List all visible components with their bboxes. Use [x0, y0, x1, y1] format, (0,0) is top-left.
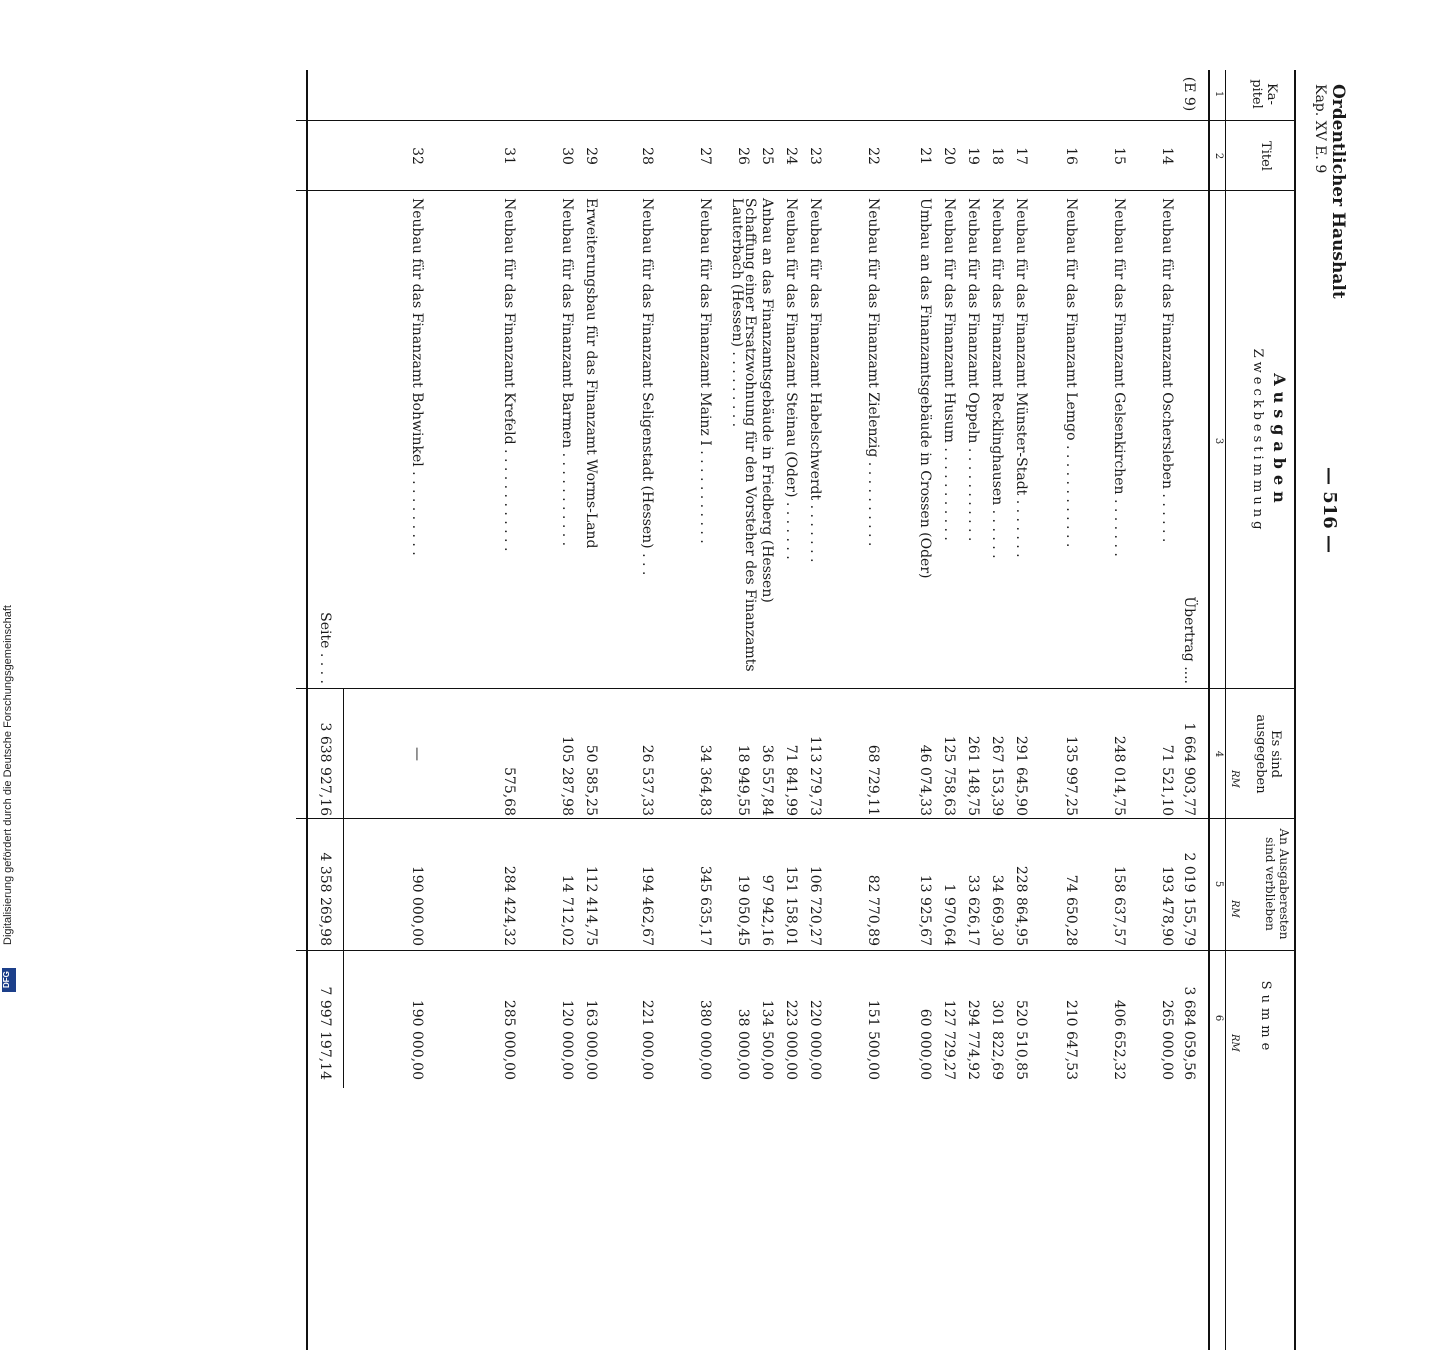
summe-cell: 265 000,00 [1159, 999, 1175, 1080]
description-cell: Neubau für das Finanzamt Bohwinkel . . . . . . . . . . [409, 198, 425, 556]
column-number: 1 [1213, 90, 1224, 98]
table-row [692, 70, 718, 1350]
header-kapitel: Ka-pitel [1249, 79, 1279, 109]
ausgabereste-cell: 14 712,02 [559, 874, 575, 946]
ausgabereste-cell: 193 478,90 [1159, 865, 1175, 946]
table-bottom-rule [306, 70, 308, 1350]
table-row [802, 70, 828, 1350]
table-row [496, 70, 522, 1350]
header-ausgaben: Ausgaben [1270, 373, 1289, 509]
description-cell: Anbau an das Finanzamtsgebäude in Friedberg (Hessen) [759, 198, 775, 603]
ausgegeben-cell: 46 074,33 [917, 744, 933, 816]
titel-cell: 19 [965, 147, 981, 165]
ausgabereste-cell: 228 864,95 [1013, 865, 1029, 946]
summe-cell: 134 500,00 [759, 999, 775, 1080]
document-subtitle: Kap. XV E. 9 [1312, 84, 1328, 174]
summe-cell: 520 510,85 [1013, 999, 1029, 1080]
titel-cell: 20 [941, 147, 957, 165]
summe-cell: 127 729,27 [941, 999, 957, 1080]
ausgegeben-cell: 291 645,90 [1013, 735, 1029, 816]
description-cell: Neubau für das Finanzamt Husum . . . . . . . . . . . [941, 198, 957, 541]
column-number: 3 [1213, 437, 1224, 445]
ausgegeben-cell: 261 148,75 [965, 735, 981, 816]
ausgabereste-cell: 13 925,67 [917, 874, 933, 946]
ausgabereste-cell: 19 050,45 [735, 874, 751, 946]
description-cell: Neubau für das Finanzamt Lemgo . . . . . . . . . . . . [1063, 198, 1079, 548]
description-cell: Neubau für das Finanzamt Seligenstadt (Hessen) . . . [639, 198, 655, 576]
summe-cell: 221 000,00 [639, 999, 655, 1080]
ausgegeben-cell: 248 014,75 [1111, 735, 1127, 816]
ausgabereste-cell: 106 720,27 [807, 865, 823, 946]
ausgabereste-cell: 33 626,17 [965, 874, 981, 946]
table-row [912, 70, 938, 1350]
ausgegeben-cell: 36 557,84 [759, 744, 775, 816]
column-number: 4 [1213, 750, 1224, 758]
table-row [936, 70, 962, 1350]
table-row [578, 70, 604, 1350]
column-number: 6 [1213, 1014, 1224, 1022]
description-cell: Neubau für das Finanzamt Habelschwerdt . . . . . . . [807, 198, 823, 563]
ausgabereste-cell: 1 970,64 [941, 883, 957, 946]
document-title: Ordentlicher Haushalt [1328, 84, 1348, 299]
ausgabereste-cell: 158 637,57 [1111, 865, 1127, 946]
table-row-total [312, 70, 338, 1350]
titel-cell: 14 [1159, 147, 1175, 165]
summe-cell: 151 500,00 [865, 999, 881, 1080]
description-cell: Neubau für das Finanzamt Barmen . . . . . . . . . . . [559, 198, 575, 547]
titel-cell: 26 [735, 147, 751, 165]
ausgegeben-cell: 267 153,39 [989, 735, 1005, 816]
ausgabereste-cell: 112 414,75 [583, 865, 599, 946]
titel-cell: 17 [1013, 147, 1029, 165]
description-cell: Neubau für das Finanzamt Recklinghausen . . . . . . [989, 198, 1005, 559]
ausgegeben-cell: 50 585,25 [583, 744, 599, 816]
description-cell: Erweiterungsbau für das Finanzamt Worms-Land [583, 198, 599, 549]
ausgabereste-cell: 2 019 155,79 [1181, 852, 1197, 946]
ausgegeben-cell: 575,68 [501, 767, 517, 816]
ausgabereste-cell: 4 358 269,98 [317, 852, 333, 946]
description-cell: Umbau an das Finanzamtsgebäude in Crossen (Oder) [917, 198, 933, 579]
summe-cell: 285 000,00 [501, 999, 517, 1080]
ausgabereste-cell: 97 942,16 [759, 874, 775, 946]
table-row [1008, 70, 1034, 1350]
summe-cell: 223 000,00 [783, 999, 799, 1080]
ausgegeben-cell: 125 758,63 [941, 735, 957, 816]
titel-cell: 31 [501, 147, 517, 165]
header-ausgegeben: Es sind ausgegeben [1253, 714, 1283, 794]
description-cell: Neubau für das Finanzamt Zielenzig . . . . . . . . . . [865, 198, 881, 547]
column-number: 5 [1213, 880, 1224, 888]
kapitel-cell: (E 9) [1181, 76, 1197, 112]
header-zweckbestimmung: Zweckbestimmung [1250, 348, 1265, 534]
titel-cell: 29 [583, 147, 599, 165]
header-summe: Summe [1258, 980, 1273, 1056]
description-cell: Neubau für das Finanzamt Oschersleben . . . . . . [1159, 198, 1175, 543]
summe-cell: 38 000,00 [735, 1008, 751, 1080]
titel-cell: 22 [865, 147, 881, 165]
description-cell: Schaffung einer Ersatzwohnung für den Vorsteher des Finanzamts Lauterbach (Hessen) . . . . . . . . . [729, 198, 758, 672]
ausgegeben-cell: 71 841,99 [783, 744, 799, 816]
ausgabereste-cell: 190 000,00 [409, 865, 425, 946]
ausgegeben-cell: 113 279,73 [807, 735, 823, 816]
summe-cell: 380 000,00 [697, 999, 713, 1080]
titel-cell: 16 [1063, 147, 1079, 165]
header-mid-rule [1225, 70, 1226, 1350]
description-cell: Neubau für das Finanzamt Krefeld . . . . . . . . . . . . [501, 198, 517, 552]
table-row [554, 70, 580, 1350]
table-row [404, 70, 430, 1350]
summe-cell: 60 000,00 [917, 1008, 933, 1080]
summe-cell: 301 822,69 [989, 999, 1005, 1080]
header-bottom-rule [1208, 70, 1210, 1350]
header-ausgabereste: An Ausgaberesten sind verblieben [1263, 828, 1291, 940]
ausgabereste-cell: 151 158,01 [783, 865, 799, 946]
digitization-note: Digitalisierung gefördert durch die Deutsche Forschungsgemeinschaft [2, 605, 14, 945]
ausgabereste-cell: 345 635,17 [697, 865, 713, 946]
titel-cell: 28 [639, 147, 655, 165]
summe-cell: 120 000,00 [559, 999, 575, 1080]
table-row [778, 70, 804, 1350]
description-cell: Neubau für das Finanzamt Steinau (Oder) . . . . . . . [783, 198, 799, 560]
description-cell: Neubau für das Finanzamt Mainz I . . . . . . . . . . . [697, 198, 713, 544]
column-number: 2 [1213, 152, 1224, 160]
table-row [1154, 70, 1180, 1350]
total-rule [343, 688, 344, 1088]
description-cell: Neubau für das Finanzamt Gelsenkirchen . . . . . . . [1111, 198, 1127, 557]
ausgegeben-cell: 68 729,11 [865, 744, 881, 816]
unit-label-col5: RM [1229, 900, 1240, 918]
ausgegeben-cell: 3 638 927,16 [317, 722, 333, 816]
summe-cell: 406 652,32 [1111, 999, 1127, 1080]
ausgegeben-cell: 34 364,83 [697, 744, 713, 816]
ausgegeben-cell: 135 997,25 [1063, 735, 1079, 816]
titel-cell: 27 [697, 147, 713, 165]
header-top-rule [1294, 70, 1296, 1350]
table-row [860, 70, 886, 1350]
table-row [1106, 70, 1132, 1350]
ausgegeben-cell: 105 287,98 [559, 735, 575, 816]
description-cell: Neubau für das Finanzamt Oppeln . . . . . . . . . . . [965, 198, 981, 542]
ausgegeben-cell: 26 537,33 [639, 744, 655, 816]
ausgabereste-cell: 34 669,30 [989, 874, 1005, 946]
titel-cell: 15 [1111, 147, 1127, 165]
unit-label-col6: RM [1229, 1034, 1240, 1052]
table-row [730, 70, 756, 1350]
titel-cell: 24 [783, 147, 799, 165]
ausgabereste-cell: 284 424,32 [501, 865, 517, 946]
unit-label-col4: RM [1229, 770, 1240, 788]
table-row [1058, 70, 1084, 1350]
summe-cell: 3 684 059,56 [1181, 986, 1197, 1080]
summe-cell: 190 000,00 [409, 999, 425, 1080]
dfg-logo: DFG [2, 968, 16, 992]
ausgegeben-cell: 71 521,10 [1159, 744, 1175, 816]
rotated-document-page [80, 70, 1360, 1080]
description-cell: Übertrag .... [1181, 596, 1197, 684]
titel-cell: 21 [917, 147, 933, 165]
ausgabereste-cell: 194 462,67 [639, 865, 655, 946]
titel-cell: 23 [807, 147, 823, 165]
summe-cell: 220 000,00 [807, 999, 823, 1080]
titel-cell: 18 [989, 147, 1005, 165]
ausgegeben-cell: 1 664 903,77 [1181, 722, 1197, 816]
summe-cell: 294 774,92 [965, 999, 981, 1080]
ausgegeben-cell: — [409, 747, 425, 761]
titel-cell: 32 [409, 147, 425, 165]
summe-cell: 163 000,00 [583, 999, 599, 1080]
summe-cell: 7 997 197,14 [317, 986, 333, 1080]
ausgegeben-cell: 18 949,55 [735, 744, 751, 816]
description-cell: Neubau für das Finanzamt Münster-Stadt . . . . . . . [1013, 198, 1029, 558]
ausgabereste-cell: 82 770,89 [865, 874, 881, 946]
header-titel: Titel [1258, 141, 1273, 171]
table-row [960, 70, 986, 1350]
table-row [634, 70, 660, 1350]
ausgabereste-cell: 74 650,28 [1063, 874, 1079, 946]
titel-cell: 25 [759, 147, 775, 165]
description-cell: Seite . . . . [317, 612, 333, 684]
table-row [984, 70, 1010, 1350]
page-number: — 516 — [1319, 466, 1340, 554]
summe-cell: 210 647,53 [1063, 999, 1079, 1080]
titel-cell: 30 [559, 147, 575, 165]
